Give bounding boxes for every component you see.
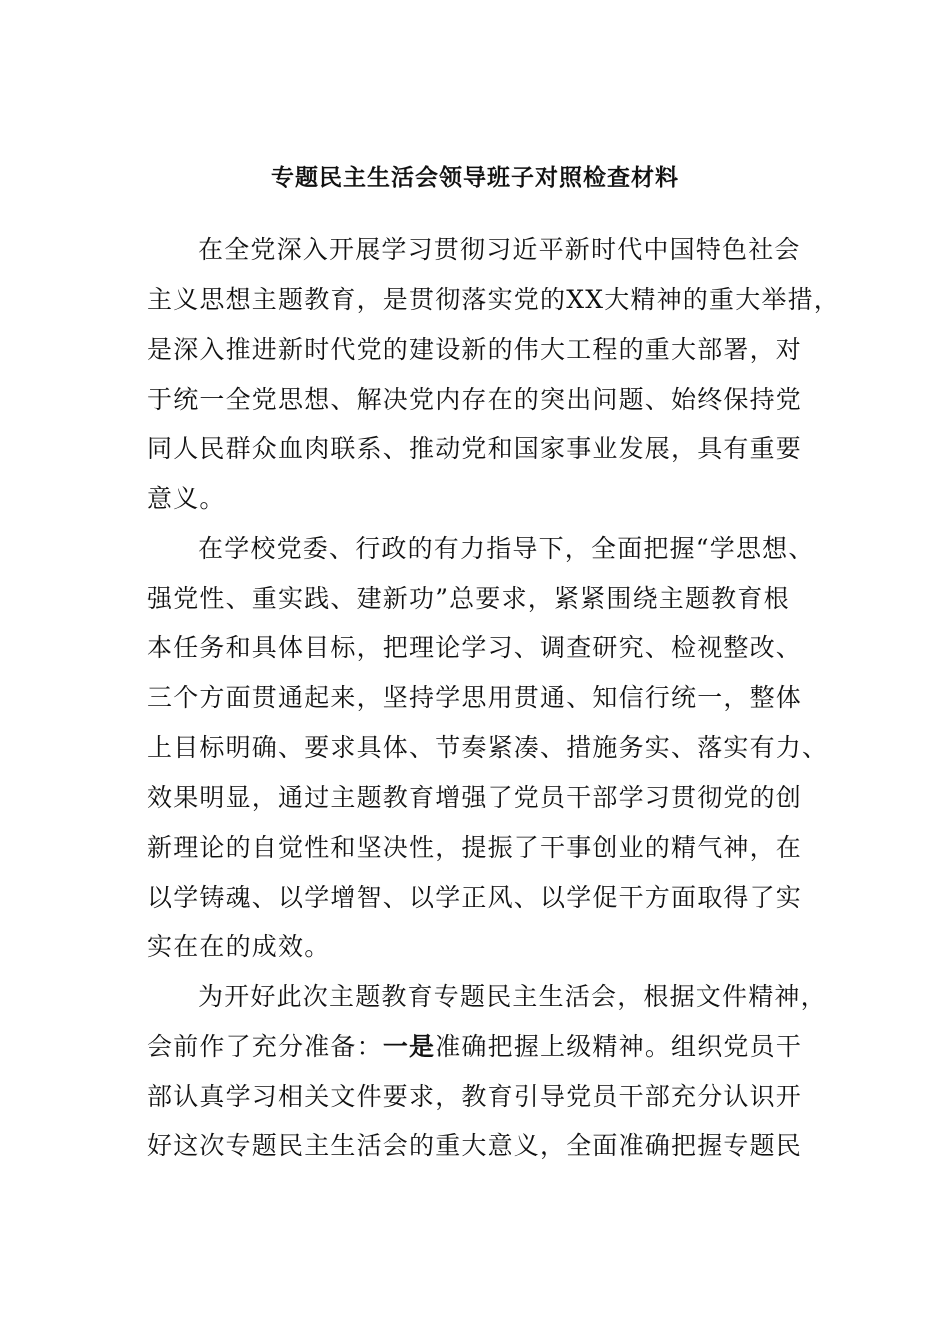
paragraph-line: 本任务和具体目标，把理论学习、调查研究、检视整改、 bbox=[147, 633, 803, 662]
paragraph-line: 主义思想主题教育，是贯彻落实党的XX大精神的重大举措， bbox=[147, 285, 840, 314]
paragraph-line: 实在在的成效。 bbox=[147, 932, 331, 961]
emphasis-text: 一是 bbox=[382, 1032, 436, 1061]
paragraph-line: 在学校党委、行政的有力指导下，全面把握“学思想、 bbox=[198, 534, 815, 563]
document-title: 专题民主生活会领导班子对照检查材料 bbox=[271, 164, 679, 191]
paragraph-line: 在全党深入开展学习贯彻习近平新时代中国特色社会 bbox=[198, 235, 801, 264]
paragraph-line: 新理论的自觉性和坚决性，提振了干事创业的精气神，在 bbox=[147, 833, 803, 862]
paragraph-line: 是深入推进新时代党的建设新的伟大工程的重大部署，对 bbox=[147, 335, 803, 364]
paragraph-line: 同人民群众血肉联系、推动党和国家事业发展，具有重要 bbox=[147, 434, 803, 463]
paragraph-line: 好这次专题民主生活会的重大意义，全面准确把握专题民 bbox=[147, 1131, 803, 1160]
paragraph-line: 意义。 bbox=[147, 484, 226, 513]
paragraph-line: 以学铸魂、以学增智、以学正风、以学促干方面取得了实 bbox=[147, 883, 803, 912]
paragraph-text: 会前作了充分准备： bbox=[147, 1032, 383, 1061]
paragraph-text: 准确把握上级精神。组织党员干 bbox=[435, 1032, 803, 1061]
paragraph-line: 效果明显，通过主题教育增强了党员干部学习贯彻党的创 bbox=[147, 783, 803, 812]
paragraph-line bbox=[147, 1029, 802, 1065]
paragraph-line: 三个方面贯通起来，坚持学思用贯通、知信行统一，整体 bbox=[147, 683, 803, 712]
paragraph-line: 于统一全党思想、解决党内存在的突出问题、始终保持党 bbox=[147, 385, 803, 414]
paragraph-line: 部认真学习相关文件要求，教育引导党员干部充分认识开 bbox=[147, 1082, 803, 1111]
paragraph-line: 上目标明确、要求具体、节奏紧凑、措施务实、落实有力、 bbox=[147, 733, 829, 762]
paragraph-line: 强党性、重实践、建新功”总要求，紧紧围绕主题教育根 bbox=[147, 584, 790, 613]
paragraph-line: 为开好此次主题教育专题民主生活会，根据文件精神， bbox=[198, 982, 827, 1011]
